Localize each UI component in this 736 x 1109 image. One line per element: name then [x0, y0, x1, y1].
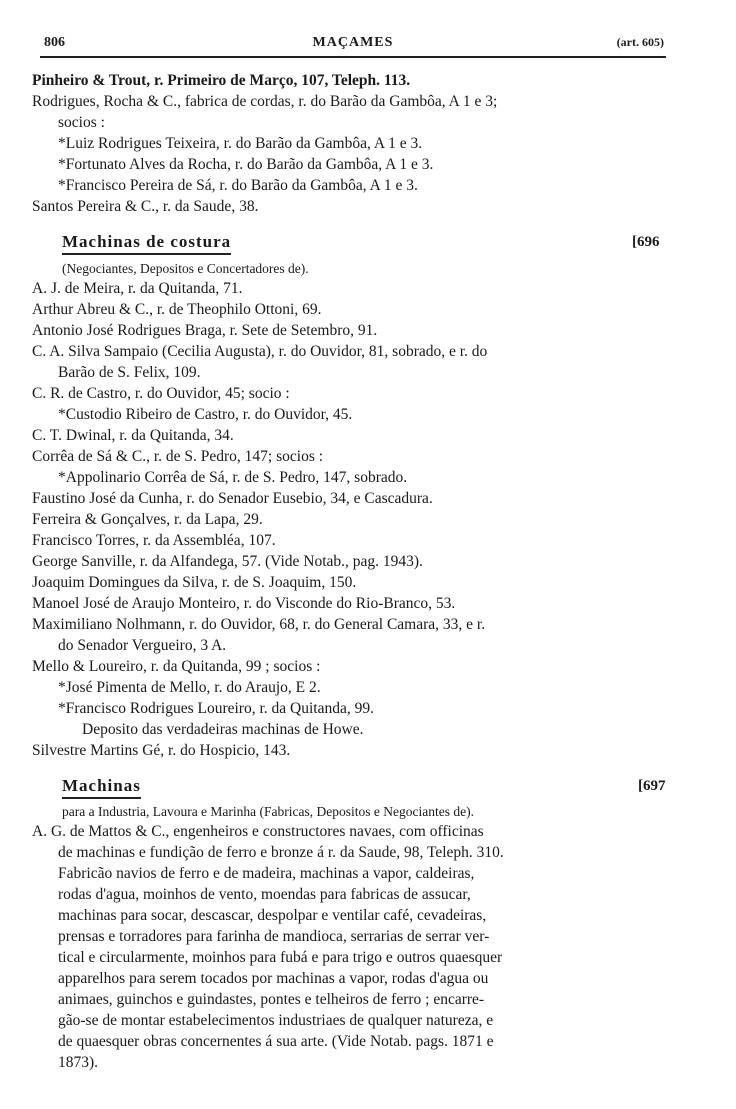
entry-line: socios :	[58, 114, 105, 131]
entry-line: de machinas e fundição de ferro e bronze á r. da Saude, 98, Teleph. 310.	[58, 844, 504, 861]
entry-line: Joaquim Domingues da Silva, r. de S. Joaquim, 150.	[32, 574, 357, 591]
entry-line: apparelhos para serem tocados por machinas a vapor, rodas d'agua ou	[58, 970, 489, 987]
entry-line: Mello & Loureiro, r. da Quitanda, 99 ; socios :	[32, 658, 321, 675]
section-number: [697	[638, 778, 666, 794]
entry-line: *Appolinario Corrêa de Sá, r. de S. Pedro, 147, sobrado.	[58, 469, 408, 486]
entry-line: C. A. Silva Sampaio (Cecilia Augusta), r. do Ouvidor, 81, sobrado, e r. do	[32, 343, 488, 360]
article-reference: (art. 605)	[616, 35, 664, 49]
entry-line: machinas para socar, descascar, despolpar e ventilar café, cevadeiras,	[58, 907, 487, 924]
entry-line: tical e circularmente, moinhos para fubá e para trigo e outros quaesquer	[58, 949, 503, 966]
entry-line: gão-se de montar estabelecimentos industriaes de qualquer natureza, e	[58, 1012, 494, 1029]
entry-line: Francisco Torres, r. da Assembléa, 107.	[32, 532, 276, 549]
section-heading: Machinas	[62, 776, 141, 799]
entry-line: Barão de S. Felix, 109.	[58, 364, 201, 381]
entry-line: George Sanville, r. da Alfandega, 57. (Vide Notab., pag. 1943).	[32, 553, 423, 570]
entry-line: Manoel José de Araujo Monteiro, r. do Visconde do Rio-Branco, 53.	[32, 595, 456, 612]
entry-line: Ferreira & Gonçalves, r. da Lapa, 29.	[32, 511, 263, 528]
entry-line: Antonio José Rodrigues Braga, r. Sete de Setembro, 91.	[32, 322, 378, 339]
entry-line: C. T. Dwinal, r. da Quitanda, 34.	[32, 427, 234, 444]
entry-line: Silvestre Martins Gé, r. do Hospicio, 143.	[32, 742, 291, 759]
page-header	[40, 32, 666, 58]
entry-line: Arthur Abreu & C., r. de Theophilo Ottoni, 69.	[32, 301, 322, 318]
entry-line: *Luiz Rodrigues Teixeira, r. do Barão da Gambôa, A 1 e 3.	[58, 135, 423, 152]
entry-line: 1873).	[58, 1054, 99, 1071]
entry-line: Deposito das verdadeiras machinas de Howe.	[82, 721, 364, 738]
entry-line: A. G. de Mattos & C., engenheiros e constructores navaes, com officinas	[32, 823, 484, 840]
section-subtitle: (Negociantes, Depositos e Concertadores de).	[62, 261, 309, 276]
entry-line: Santos Pereira & C., r. da Saude, 38.	[32, 198, 259, 215]
entry-line: *Custodio Ribeiro de Castro, r. do Ouvidor, 45.	[58, 406, 353, 423]
page-number: 806	[44, 35, 65, 50]
section-heading: Machinas de costura	[62, 232, 231, 255]
entry-line: A. J. de Meira, r. da Quitanda, 71.	[32, 280, 243, 297]
entry-line: Pinheiro & Trout, r. Primeiro de Março, 107, Teleph. 113.	[32, 72, 411, 89]
entry-line: animaes, guinchos e guindastes, pontes e telheiros de ferro ; encarre-	[58, 991, 485, 1008]
entry-line: Corrêa de Sá & C., r. de S. Pedro, 147; socios :	[32, 448, 324, 465]
entry-line: *Fortunato Alves da Rocha, r. do Barão da Gambôa, A 1 e 3.	[58, 156, 434, 173]
entry-line: *Francisco Rodrigues Loureiro, r. da Quitanda, 99.	[58, 700, 374, 717]
entry-line: Maximiliano Nolhmann, r. do Ouvidor, 68, r. do General Camara, 33, e r.	[32, 616, 486, 633]
entry-line: *José Pimenta de Mello, r. do Araujo, E 2.	[58, 679, 321, 696]
page-title: MAÇAMES	[312, 35, 394, 50]
entry-line: *Francisco Pereira de Sá, r. do Barão da Gambôa, A 1 e 3.	[58, 177, 418, 194]
entry-line: de quaesquer obras concernentes á sua arte. (Vide Notab. pags. 1871 e	[58, 1033, 494, 1050]
entry-line: prensas e torradores para farinha de mandioca, serrarias de serrar ver-	[58, 928, 490, 945]
entry-line: do Senador Vergueiro, 3 A.	[58, 637, 227, 654]
entry-line: Fabricão navios de ferro e de madeira, machinas a vapor, caldeiras,	[58, 865, 475, 882]
section-subtitle: para a Industria, Lavoura e Marinha (Fabricas, Depositos e Negociantes de).	[62, 804, 474, 819]
entry-line: Faustino José da Cunha, r. do Senador Eusebio, 34, e Cascadura.	[32, 490, 433, 507]
entry-line: C. R. de Castro, r. do Ouvidor, 45; socio :	[32, 385, 290, 402]
entry-line: Rodrigues, Rocha & C., fabrica de cordas, r. do Barão da Gambôa, A 1 e 3;	[32, 93, 498, 110]
entry-line: rodas d'agua, moinhos de vento, moendas para fabricas de assucar,	[58, 886, 471, 903]
section-number: [696	[632, 234, 660, 250]
